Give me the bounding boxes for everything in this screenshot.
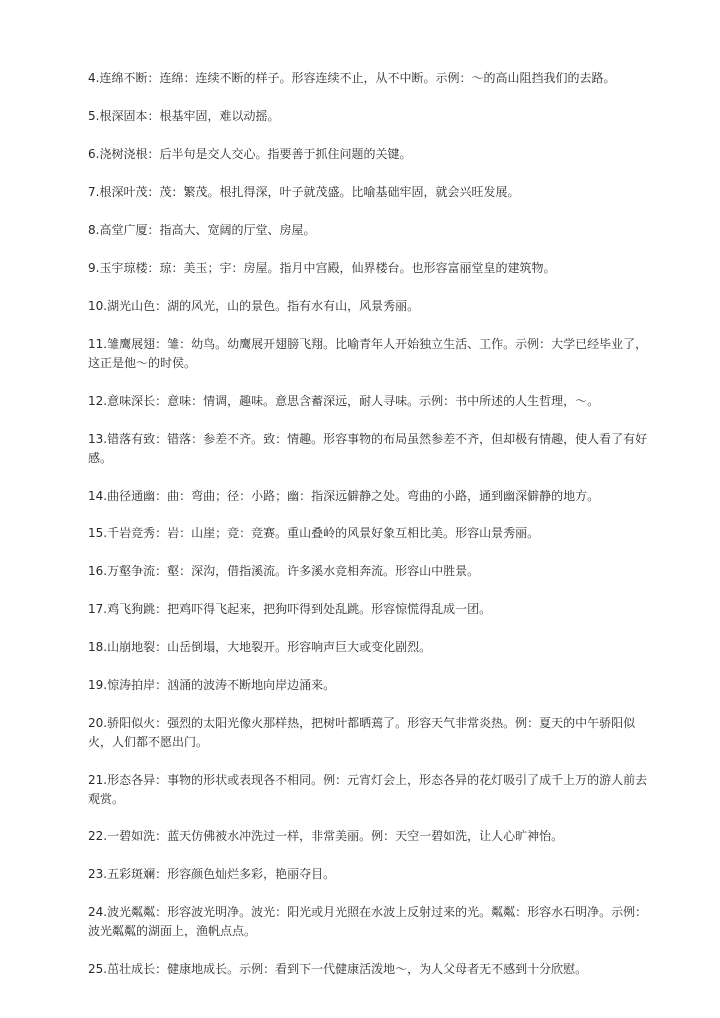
idiom-entry-11: 11.雏鹰展翅：雏：幼鸟。幼鹰展开翅膀飞翔。比喻青年人开始独立生活、工作。示例：大学已经毕业了，这正是他～的时侯。 xyxy=(88,337,648,370)
idiom-entry-5: 5.根深固本：根基牢固，难以动摇。 xyxy=(88,109,280,123)
idiom-entry-14: 14.曲径通幽：曲：弯曲；径：小路；幽：指深远僻静之处。弯曲的小路，通到幽深僻静的地方。 xyxy=(88,489,600,503)
idiom-entry-13: 13.错落有致：错落：参差不齐。致：情趣。形容事物的布局虽然参差不齐，但却极有情趣，使人看了有好感。 xyxy=(88,432,648,465)
idiom-entry-15: 15.千岩竞秀：岩：山崖；竞：竞赛。重山叠岭的风景好象互相比美。形容山景秀丽。 xyxy=(88,526,540,540)
idiom-entry-6: 6.浇树浇根：后半句是交人交心。指要善于抓住问题的关键。 xyxy=(88,147,412,161)
idiom-entry-8: 8.高堂广厦：指高大、宽阔的厅堂、房屋。 xyxy=(88,223,316,237)
idiom-entry-4: 4.连绵不断：连绵：连续不断的样子。形容连续不止，从不中断。示例：～的高山阻挡我们的去路。 xyxy=(88,71,616,85)
idiom-entry-25: 25.茁壮成长：健康地成长。示例：看到下一代健康活泼地～，为人父母者无不感到十分欣慰。 xyxy=(88,962,588,976)
idiom-entry-18: 18.山崩地裂：山岳倒塌，大地裂开。形容响声巨大或变化剧烈。 xyxy=(88,640,432,654)
idiom-entry-10: 10.湖光山色：湖的风光，山的景色。指有水有山，风景秀丽。 xyxy=(88,299,420,313)
idiom-entry-22: 22.一碧如洗：蓝天仿佛被水冲洗过一样，非常美丽。例：天空一碧如洗，让人心旷神怡。 xyxy=(88,829,564,843)
idiom-entry-19: 19.惊涛拍岸：汹涌的波涛不断地向岸边涌来。 xyxy=(88,678,336,692)
idiom-entry-24: 24.波光粼粼：形容波光明净。波光：阳光或月光照在水波上反射过来的光。粼粼：形容水石明净。示例：波光粼粼的湖面上，渔帆点点。 xyxy=(88,905,648,938)
idiom-entry-16: 16.万壑争流：壑：深沟，借指溪流。许多溪水竞相奔流。形容山中胜景。 xyxy=(88,564,480,578)
idiom-entry-21: 21.形态各异：事物的形状或表现各不相同。例：元宵灯会上，形态各异的花灯吸引了成千上万的游人前去观赏。 xyxy=(88,773,648,806)
idiom-entry-17: 17.鸡飞狗跳：把鸡吓得飞起来，把狗吓得到处乱跳。形容惊慌得乱成一团。 xyxy=(88,602,492,616)
idiom-entry-7: 7.根深叶茂：茂：繁茂。根扎得深，叶子就茂盛。比喻基础牢固，就会兴旺发展。 xyxy=(88,185,520,199)
idiom-entry-20: 20.骄阳似火：强烈的太阳光像火那样热，把树叶都晒蔫了。形容天气非常炎热。例：夏天的中午骄阳似火，人们都不愿出门。 xyxy=(88,716,636,749)
idiom-entry-23: 23.五彩斑斓：形容颜色灿烂多彩，艳丽夺目。 xyxy=(88,867,336,881)
idiom-entry-12: 12.意味深长：意味：情调，趣味。意思含蓄深远，耐人寻味。示例：书中所述的人生哲理，～。 xyxy=(88,394,600,408)
idiom-entry-9: 9.玉宇琼楼：琼：美玉；宇：房屋。指月中宫殿，仙界楼台。也形容富丽堂皇的建筑物。 xyxy=(88,261,556,275)
